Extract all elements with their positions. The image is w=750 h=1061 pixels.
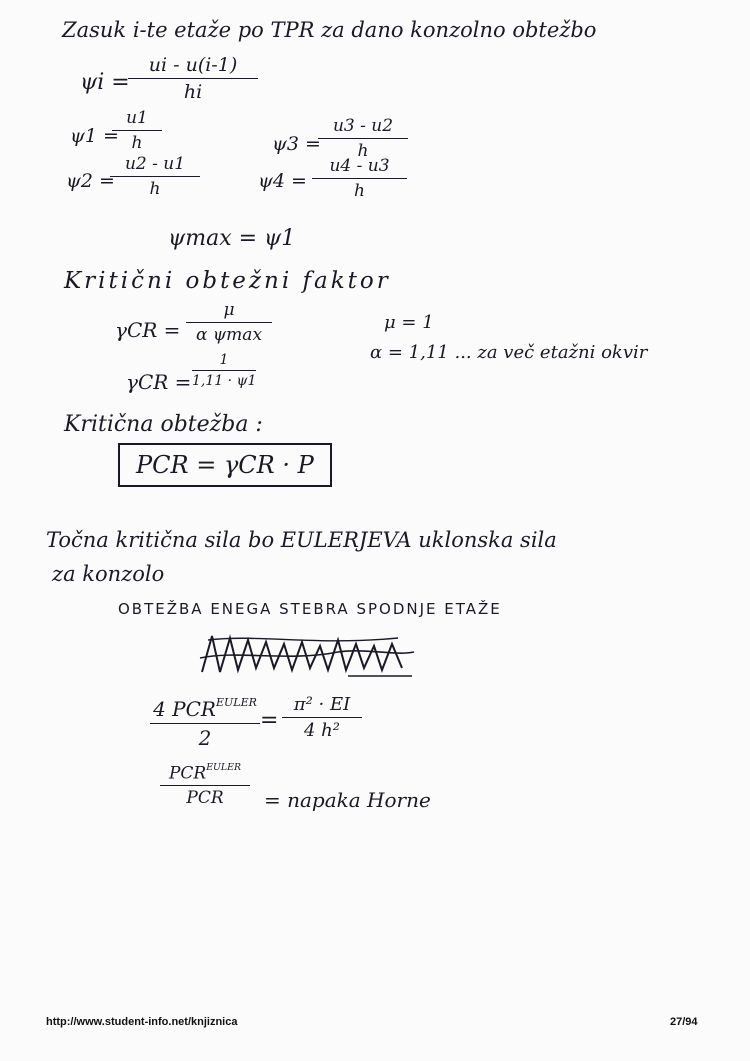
section-critical-load: Kritična obtežba : [64, 412, 263, 437]
fraction-bar [150, 723, 260, 724]
psi4-numerator: u4 - u3 [329, 156, 390, 176]
fraction-bar [110, 176, 200, 177]
psi-i-fraction [128, 54, 258, 103]
psi2-denominator: h [149, 179, 161, 199]
psi-i-numerator: ui - u(i-1) [148, 54, 238, 76]
footer-url[interactable]: http://www.student-info.net/knjiznica [46, 1016, 238, 1028]
fraction-bar [112, 130, 162, 131]
fraction-bar [282, 717, 362, 718]
euler-left-numerator-text: 4 PCR [153, 696, 216, 721]
page-title: Zasuk i-te etaže po TPR za dano konzolno obtežbo [62, 18, 597, 42]
fraction-bar [160, 785, 250, 786]
psi4-denominator: h [354, 181, 365, 201]
euler-superscript: EULER [215, 696, 257, 709]
psi3-fraction [318, 116, 408, 161]
euler-equals-sign: = [260, 708, 279, 733]
gamma-value-fraction [192, 352, 256, 389]
ratio-fraction [160, 762, 250, 808]
psi1-lhs: ψ1 = [70, 125, 119, 147]
ratio-denominator: PCR [186, 788, 224, 809]
fraction-bar [318, 138, 408, 139]
euler-right-numerator: π² · EI [293, 694, 351, 715]
psi2-lhs: ψ2 = [66, 170, 115, 192]
psi2-fraction [110, 154, 200, 199]
euler-right-fraction [282, 694, 362, 741]
gamma-value-denominator: 1,11 · ψ1 [192, 373, 257, 389]
psi4-fraction [312, 156, 407, 201]
ratio-rhs: = napaka Horne [264, 788, 431, 812]
gamma-lhs: γCR = [115, 318, 181, 342]
psi1-fraction [112, 108, 162, 153]
column-load-title: OBTEŽBA ENEGA STEBRA SPODNJE ETAŽE [118, 600, 502, 618]
psi3-lhs: ψ3 = [272, 133, 321, 155]
euler-left-numerator [150, 696, 260, 721]
gamma-value-numerator: 1 [219, 352, 229, 368]
ratio-numerator-text: PCR [168, 763, 207, 784]
gamma-denominator: α ψmax [195, 325, 263, 345]
gamma-value-lhs: γCR = [126, 370, 192, 394]
footer-page-number: 27/94 [670, 1016, 698, 1028]
crossed-out-formula [198, 628, 418, 680]
ratio-numerator [160, 762, 250, 783]
fraction-bar [312, 178, 407, 179]
psi-i-lhs: ψi = [80, 70, 130, 95]
euler-left-fraction [150, 696, 260, 750]
boxed-formula: PCR = γCR · P [118, 443, 332, 487]
fraction-bar [192, 370, 256, 371]
ratio-superscript: EULER [206, 762, 241, 773]
psi1-denominator: h [131, 133, 143, 153]
psi2-numerator: u2 - u1 [124, 154, 186, 174]
euler-text-line2: za konzolo [52, 562, 165, 586]
fraction-bar [128, 78, 258, 79]
euler-right-denominator: 4 h² [304, 720, 340, 741]
gamma-numerator: μ [223, 300, 235, 320]
psi1-numerator: u1 [126, 108, 148, 128]
psi3-numerator: u3 - u2 [332, 116, 394, 136]
gamma-fraction [186, 300, 272, 345]
euler-text-line1: Točna kritična sila bo EULERJEVA uklonska sila [46, 528, 557, 552]
fraction-bar [186, 322, 272, 323]
psi4-lhs: ψ4 = [258, 170, 307, 192]
psi3-denominator: h [357, 141, 369, 161]
mu-value: μ = 1 [384, 312, 434, 333]
alpha-value: α = 1,11 ... za več etažni okvir [370, 342, 648, 363]
section-critical-factor: Kritični obtežni faktor [64, 268, 391, 294]
euler-left-denominator: 2 [198, 725, 212, 750]
psi-max-equation: ψmax = ψ1 [168, 226, 296, 251]
psi-i-denominator: hi [183, 81, 203, 103]
